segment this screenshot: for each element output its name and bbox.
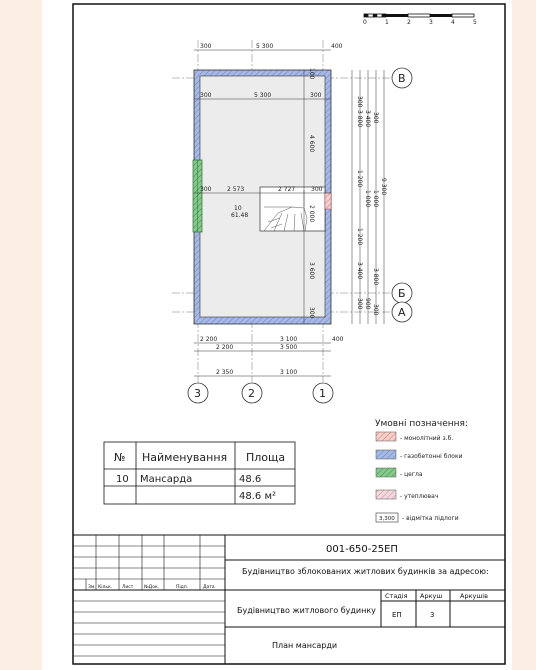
- dim-right-2: 3 400: [364, 110, 371, 128]
- room-table: [104, 442, 295, 504]
- legend-swatch-concrete: [376, 432, 396, 441]
- legend: [375, 419, 468, 522]
- dim-right-3: 300: [372, 112, 379, 124]
- dim-top-0: 300: [200, 43, 212, 50]
- room-table-header-name: Найменування: [142, 451, 228, 464]
- dim-right-7: 1 200: [356, 228, 363, 246]
- tb-col-zm: Зм.: [88, 585, 96, 590]
- dim-mid-0: 300: [200, 186, 212, 193]
- room-number: 10: [234, 205, 242, 212]
- scale-label-1: 1: [385, 19, 389, 26]
- tb-col-lyst: Лист: [122, 585, 134, 590]
- dim-inner-top-1: 5 300: [254, 92, 272, 99]
- floor-plan: [172, 40, 412, 403]
- scale-label-2: 2: [407, 19, 411, 26]
- room-table-r0-num: 10: [116, 474, 129, 485]
- legend-title: Умовні позначення:: [375, 419, 468, 429]
- tb-col-kilk: Кільк.: [98, 585, 113, 590]
- dim-vert-1: 4 600: [308, 135, 315, 153]
- dim-vert-0: 100: [308, 68, 315, 80]
- room-table-r0-name: Мансарда: [140, 474, 193, 485]
- dim-mid-1: 2 573: [227, 186, 245, 193]
- dim-right-13: 9 300: [380, 178, 387, 196]
- dim-right-10: 300: [356, 298, 363, 310]
- dim-bottom1-1: 3 100: [280, 336, 298, 343]
- tb-sheet: 3: [430, 611, 435, 619]
- dim-bottom3-0: 2 350: [216, 369, 234, 376]
- dim-vert-4: 300: [308, 307, 315, 319]
- legend-label-brick: - цегла: [400, 471, 423, 478]
- dim-right-6: 1 000: [372, 190, 379, 208]
- dim-bottom1-2: 400: [332, 336, 344, 343]
- drawing-sheet: [42, 0, 512, 670]
- tb-col-data: Дата: [203, 585, 215, 590]
- tb-project: Будівництво зблокованих житлових будинків за адресою:: [242, 567, 489, 576]
- drawing-canvas: [42, 0, 512, 670]
- legend-label-insulation: - утеплювач: [400, 493, 439, 500]
- tb-code: 001-650-25ЕП: [326, 544, 398, 555]
- legend-swatch-brick: [376, 468, 396, 477]
- legend-label-concrete: - монолітний з.б.: [400, 435, 454, 442]
- legend-label-gasblock: - газобетонні блоки: [400, 453, 463, 460]
- dim-right-1: 3 800: [356, 110, 363, 128]
- room-table-r0-area: 48.6: [239, 474, 262, 485]
- dim-inner-top-0: 300: [200, 92, 212, 99]
- axis-label-v: В: [398, 72, 406, 85]
- dim-inner-top-2: 300: [310, 92, 322, 99]
- tb-col-ndok: №Док.: [144, 585, 160, 590]
- scale-label-5: 5: [473, 19, 477, 26]
- room-table-header-area: Площа: [246, 451, 286, 464]
- room-table-header-num: №: [114, 451, 126, 464]
- legend-label-level: - відмітка підлоги: [402, 515, 459, 522]
- dim-right-11: 900: [364, 298, 371, 310]
- axis-label-2: 2: [248, 387, 255, 400]
- axis-label-3: 3: [194, 387, 201, 400]
- dim-bottom2-1: 3 500: [280, 344, 298, 351]
- tb-object: Будівництво житлового будинку: [237, 606, 376, 615]
- dim-top-1: 5 300: [256, 43, 274, 50]
- legend-swatch-insulation: [376, 490, 396, 499]
- dim-mid-3: 300: [311, 186, 323, 193]
- dim-right-4: 1 200: [356, 170, 363, 188]
- tb-sheets-header: Аркушів: [460, 592, 488, 600]
- axis-label-a: А: [398, 306, 406, 319]
- scale-label-0: 0: [363, 19, 367, 26]
- tb-sheet-header: Аркуш: [420, 592, 443, 600]
- axis-label-b: Б: [398, 287, 406, 300]
- room-area: 61.48: [231, 212, 249, 219]
- dim-right-8: 3 400: [356, 262, 363, 280]
- scale-label-4: 4: [451, 19, 455, 26]
- tb-col-pidp: Підп.: [176, 585, 189, 590]
- dim-bottom3-1: 3 100: [280, 369, 298, 376]
- dim-vert-2: 2 000: [308, 205, 315, 223]
- dim-right-12: 300: [372, 304, 379, 316]
- tb-sheet-title: План мансарди: [272, 641, 338, 650]
- axis-label-1: 1: [319, 387, 326, 400]
- legend-swatch-gasblock: [376, 450, 396, 459]
- dim-top-2: 400: [331, 43, 343, 50]
- tb-stage-header: Стадія: [385, 592, 408, 600]
- dim-right-0: 300: [356, 96, 363, 108]
- room-table-r1-area: 48.6 м²: [239, 491, 276, 502]
- title-block: [73, 535, 505, 664]
- dim-right-5: 1 000: [364, 190, 371, 208]
- dim-vert-3: 3 600: [308, 262, 315, 280]
- scale-label-3: 3: [429, 19, 433, 26]
- dim-bottom2-0: 2 200: [216, 344, 234, 351]
- tb-stage: ЕП: [392, 611, 402, 619]
- legend-level-mark: 3,300: [379, 516, 395, 522]
- dim-right-9: 3 800: [372, 268, 379, 286]
- dim-bottom1-0: 2 200: [200, 336, 218, 343]
- dim-mid-2: 2 727: [278, 186, 296, 193]
- scale-bar: [363, 14, 477, 26]
